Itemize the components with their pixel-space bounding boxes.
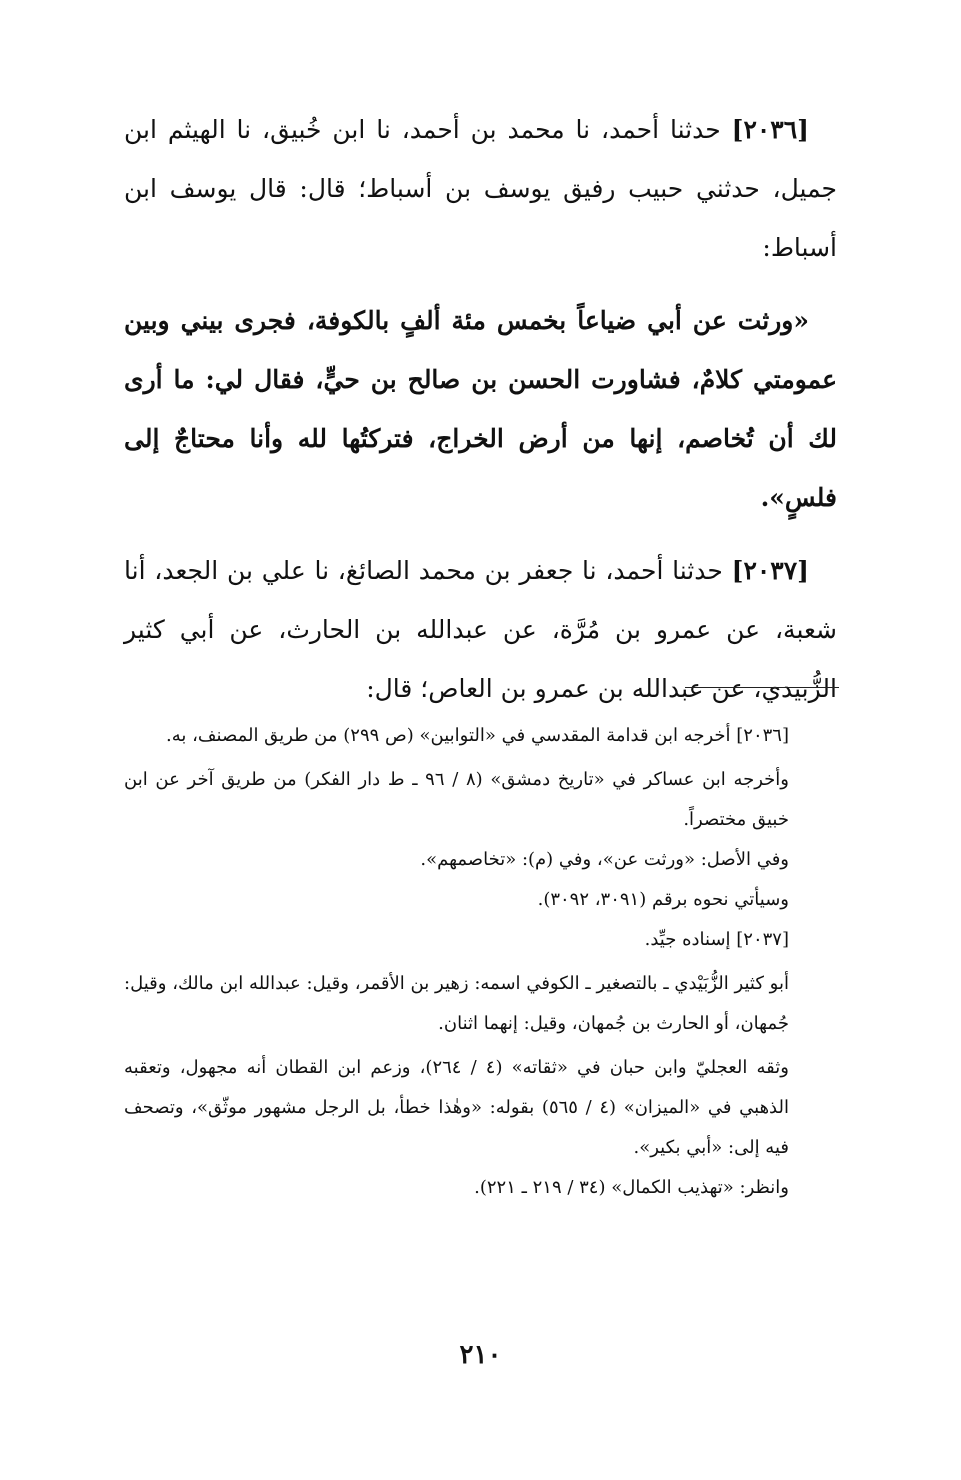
- footnote-2037-narrator: أبو كثير الزُّبَيْدي ـ بالتصغير ـ الكوفي اسمه: زهير بن الأقمر، وقيل: عبدالله ابن مالك، وقيل: جُمهان، أو الحارث بن جُمهان، وقيل: إنهما اثنان.: [124, 973, 789, 1034]
- footnote-2036-ibn-asakir: وأخرجه ابن عساكر في «تاريخ دمشق» (٨ / ٩٦ ـ ط دار الفكر) من طريق آخر عن ابن خبيق مختصراً.: [124, 769, 790, 830]
- footnote-number: [٢٠٣٧]: [736, 929, 789, 950]
- isnad-text: حدثنا أحمد، نا جعفر بن محمد الصائغ، نا علي بن الجعد، أنا شعبة، عن عمرو بن مُرَّة، عن عبدالله بن الحارث، عن أبي كثير الزُّبيدي، عن عبدالله بن عمرو بن العاص؛ قال:: [124, 556, 837, 703]
- footnote-2036-variant: وفي الأصل: «ورثت عن»، وفي (م): «تخاصمهم».: [420, 849, 789, 870]
- footnotes: [124, 716, 837, 1208]
- hadith-2037-isnad: [124, 541, 837, 718]
- footnote-2037-tawthiq: وثقه العجليّ وابن حبان في «ثقاته» (٤ / ٢٦٤)، وزعم ابن القطان أنه مجهول، وتعقبه الذهبي في «الميزان» (٤ / ٥٦٥) بقوله: «وهٰذا خطأ، بل الرجل مشهور موثّق»، وتصحف فيه إلى: «أبي بكير».: [124, 1057, 789, 1158]
- hadith-2036-isnad: [124, 100, 837, 277]
- footnote-2037-reference: وانظر: «تهذيب الكمال» (٣٤ / ٢١٩ ـ ٢٢١).: [474, 1177, 789, 1198]
- grade-text: إسناده جيِّد.: [644, 929, 731, 950]
- hadith-number: [٢٠٣٧]: [731, 556, 809, 585]
- isnad-text: حدثنا أحمد، نا محمد بن أحمد، نا ابن خُبيق، نا الهيثم ابن جميل، حدثني حبيب رفيق يوسف بن أسباط؛ قال: قال يوسف ابن أسباط:: [124, 115, 837, 262]
- hadith-2036-matn: «ورثت عن أبي ضياعاً بخمس مئة ألفٍ بالكوفة، فجرى بيني وبين عمومتي كلامٌ، فشاورت الحسن بن صالح بن حيٍّ، فقال لي: ما أرى لك أن تُخاصم، إنها من أرض الخراج، فتركتُها لله وأنا محتاجٌ إلى فلسٍ».: [124, 306, 837, 512]
- footnote-2036-crossref: وسيأتي نحوه برقم (٣٠٩١، ٣٠٩٢).: [537, 889, 789, 910]
- footnote-2037-grade: [124, 920, 837, 960]
- footnote-divider: [685, 687, 839, 688]
- main-text: [124, 100, 837, 718]
- page-number: ٢١٠: [459, 1340, 502, 1370]
- footnote-2036-source: [٢٠٣٦] أخرجه ابن قدامة المقدسي في «التوابين» (ص ٢٩٩) من طريق المصنف، به.: [165, 725, 789, 746]
- hadith-number: [٢٠٣٦]: [731, 115, 809, 144]
